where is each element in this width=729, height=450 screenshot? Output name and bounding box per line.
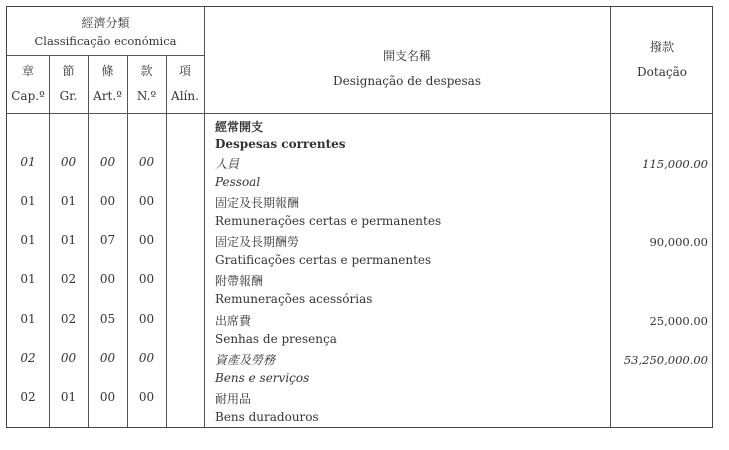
row-code-gr: 02 [60, 312, 77, 326]
row-code-gr: 01 [60, 194, 77, 208]
section-title-pt: Despesas correntes [215, 137, 346, 151]
row-code-cap: 01 [20, 194, 36, 208]
row-code-art: 00 [99, 351, 116, 365]
row-desc-pt: Pessoal [215, 175, 261, 189]
row-code-gr: 00 [60, 351, 77, 365]
classif-pt: Classificação económica [34, 34, 177, 48]
col-cap-zh: 章 [21, 64, 34, 78]
row-desc-pt: Bens duradouros [215, 410, 319, 424]
divider [7, 113, 712, 114]
row-code-art: 00 [99, 155, 116, 169]
designacao-pt: Designação de despesas [333, 74, 481, 88]
row-code-n: 00 [138, 194, 155, 208]
col-alin-zh: 項 [178, 64, 191, 78]
col-art-zh: 條 [101, 64, 114, 78]
budget-table [6, 6, 713, 428]
row-code-art: 00 [99, 390, 116, 404]
divider [7, 55, 204, 56]
row-code-cap: 02 [20, 390, 36, 404]
row-desc-pt: Remunerações certas e permanentes [215, 214, 442, 228]
divider [204, 7, 205, 427]
row-code-gr: 01 [60, 233, 77, 247]
col-cap-pt: Cap.º [11, 89, 45, 103]
divider [166, 55, 167, 427]
row-code-n: 00 [138, 351, 155, 365]
col-alin-pt: Alín. [171, 89, 199, 103]
row-desc-zh: 人員 [215, 157, 240, 171]
row-amount: 25,000.00 [649, 314, 708, 328]
col-n-zh: 款 [140, 64, 153, 78]
row-desc-zh: 固定及長期酬勞 [215, 235, 300, 249]
dotacao-zh: 撥款 [649, 40, 674, 54]
row-code-art: 05 [99, 312, 116, 326]
row-code-gr: 02 [60, 272, 77, 286]
row-code-art: 00 [99, 194, 116, 208]
row-code-cap: 01 [20, 312, 36, 326]
row-desc-pt: Gratificações certas e permanentes [215, 253, 432, 267]
row-code-cap: 01 [20, 155, 36, 169]
row-code-n: 00 [138, 233, 155, 247]
row-desc-zh: 資產及勞務 [215, 353, 276, 367]
designacao-zh: 開支名稱 [382, 49, 431, 63]
row-desc-zh: 耐用品 [215, 392, 252, 406]
row-code-n: 00 [138, 155, 155, 169]
col-gr-pt: Gr. [59, 89, 78, 103]
classif-zh: 經濟分類 [81, 16, 130, 30]
col-n-pt: N.º [136, 89, 157, 103]
row-code-cap: 01 [20, 272, 36, 286]
row-code-n: 00 [138, 312, 155, 326]
row-amount: 115,000.00 [642, 157, 708, 171]
row-code-n: 00 [138, 390, 155, 404]
row-code-cap: 02 [20, 351, 36, 365]
row-amount: 90,000.00 [649, 235, 708, 249]
row-code-gr: 00 [60, 155, 77, 169]
row-code-n: 00 [138, 272, 155, 286]
row-desc-pt: Senhas de presença [215, 332, 337, 346]
row-amount: 53,250,000.00 [623, 353, 708, 367]
row-code-art: 07 [99, 233, 116, 247]
row-desc-zh: 附帶報酬 [215, 274, 264, 288]
row-desc-zh: 固定及長期報酬 [215, 196, 300, 210]
col-art-pt: Art.º [93, 89, 122, 103]
row-code-gr: 01 [60, 390, 77, 404]
row-desc-pt: Bens e serviços [215, 371, 310, 385]
section-title-zh: 經常開支 [215, 120, 264, 134]
row-code-cap: 01 [20, 233, 36, 247]
row-code-art: 00 [99, 272, 116, 286]
row-desc-zh: 出席費 [215, 314, 252, 328]
row-desc-pt: Remunerações acessórias [215, 292, 373, 306]
dotacao-pt: Dotação [637, 65, 687, 79]
col-gr-zh: 節 [62, 64, 75, 78]
